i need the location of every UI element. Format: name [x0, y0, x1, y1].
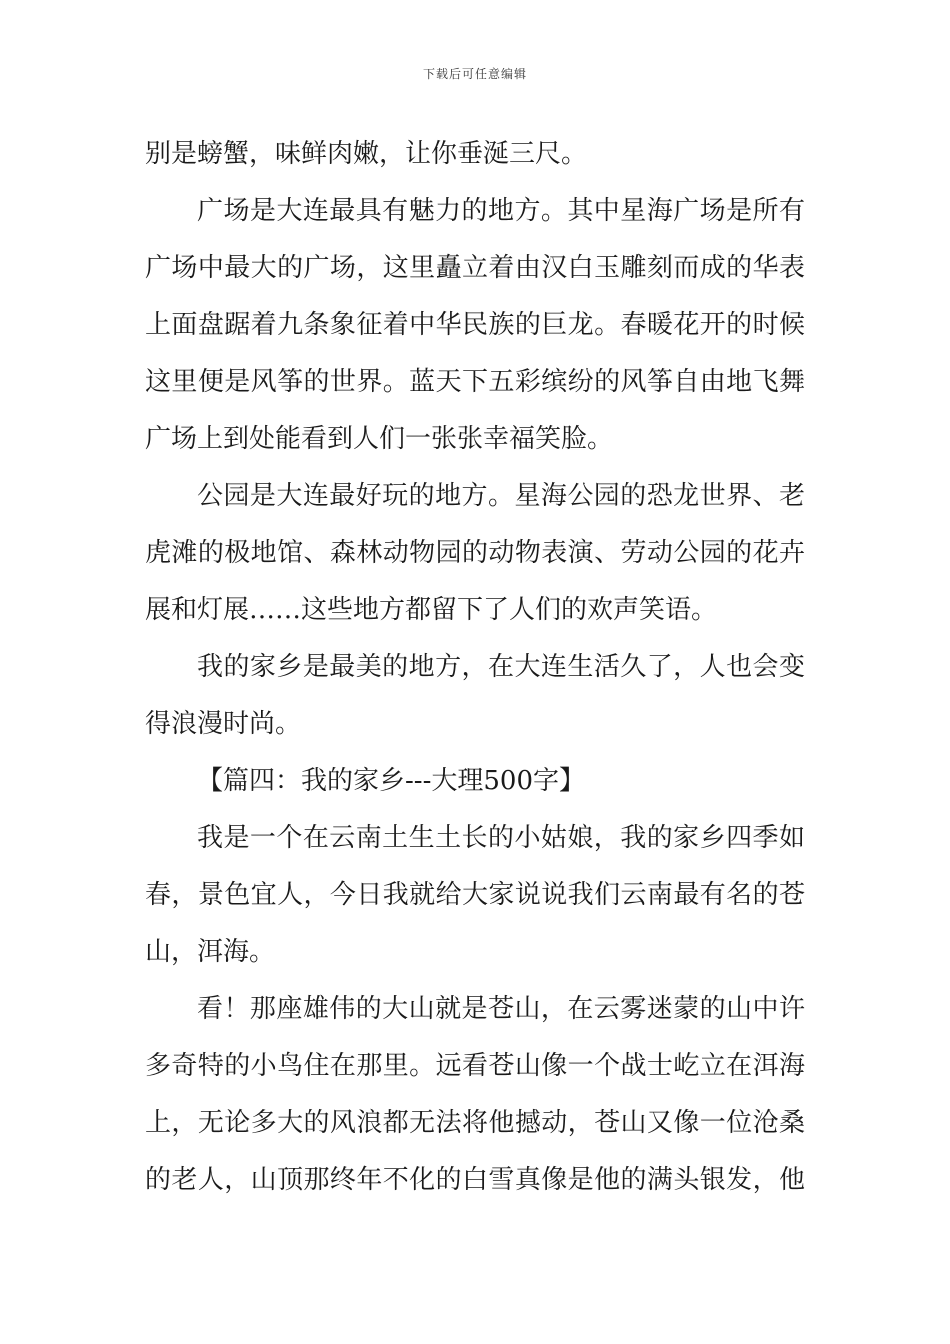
text-line: 虎滩的极地馆、森林动物园的动物表演、劳动公园的花卉: [145, 538, 805, 568]
text-line: 得浪漫时尚。: [145, 709, 302, 739]
text-line: 广场中最大的广场，这里矗立着由汉白玉雕刻而成的华表: [145, 253, 805, 283]
text-line: 上，无论多大的风浪都无法将他撼动，苍山又像一位沧桑: [145, 1108, 805, 1138]
text-line: 我是一个在云南土生土长的小姑娘，我的家乡四季如: [197, 823, 805, 853]
text-line: 这里便是风筝的世界。蓝天下五彩缤纷的风筝自由地飞舞: [145, 367, 805, 397]
text-line: 的老人，山顶那终年不化的白雪真像是他的满头银发，他: [145, 1165, 805, 1195]
text-line: 我的家乡是最美的地方，在大连生活久了，人也会变: [197, 652, 805, 682]
text-line: 看！那座雄伟的大山就是苍山，在云雾迷蒙的山中许: [197, 994, 805, 1024]
text-line: 上面盘踞着九条象征着中华民族的巨龙。春暖花开的时候: [145, 310, 805, 340]
text-line: 山，洱海。: [145, 937, 276, 967]
text-line: 别是螃蟹，味鲜肉嫩，让你垂涎三尺。: [145, 139, 588, 169]
text-line: 春，景色宜人，今日我就给大家说说我们云南最有名的苍: [145, 880, 805, 910]
section-heading: 【篇四：我的家乡---大理500字】: [197, 766, 585, 796]
text-line: 展和灯展……这些地方都留下了人们的欢声笑语。: [145, 595, 718, 625]
text-line: 多奇特的小鸟住在那里。远看苍山像一个战士屹立在洱海: [145, 1051, 805, 1081]
page-header: 下载后可任意编辑: [422, 67, 527, 81]
text-line: 公园是大连最好玩的地方。星海公园的恐龙世界、老: [197, 481, 805, 511]
text-line: 广场是大连最具有魅力的地方。其中星海广场是所有: [197, 196, 805, 226]
text-line: 广场上到处能看到人们一张张幸福笑脸。: [145, 424, 614, 454]
document-body: [145, 126, 815, 1209]
